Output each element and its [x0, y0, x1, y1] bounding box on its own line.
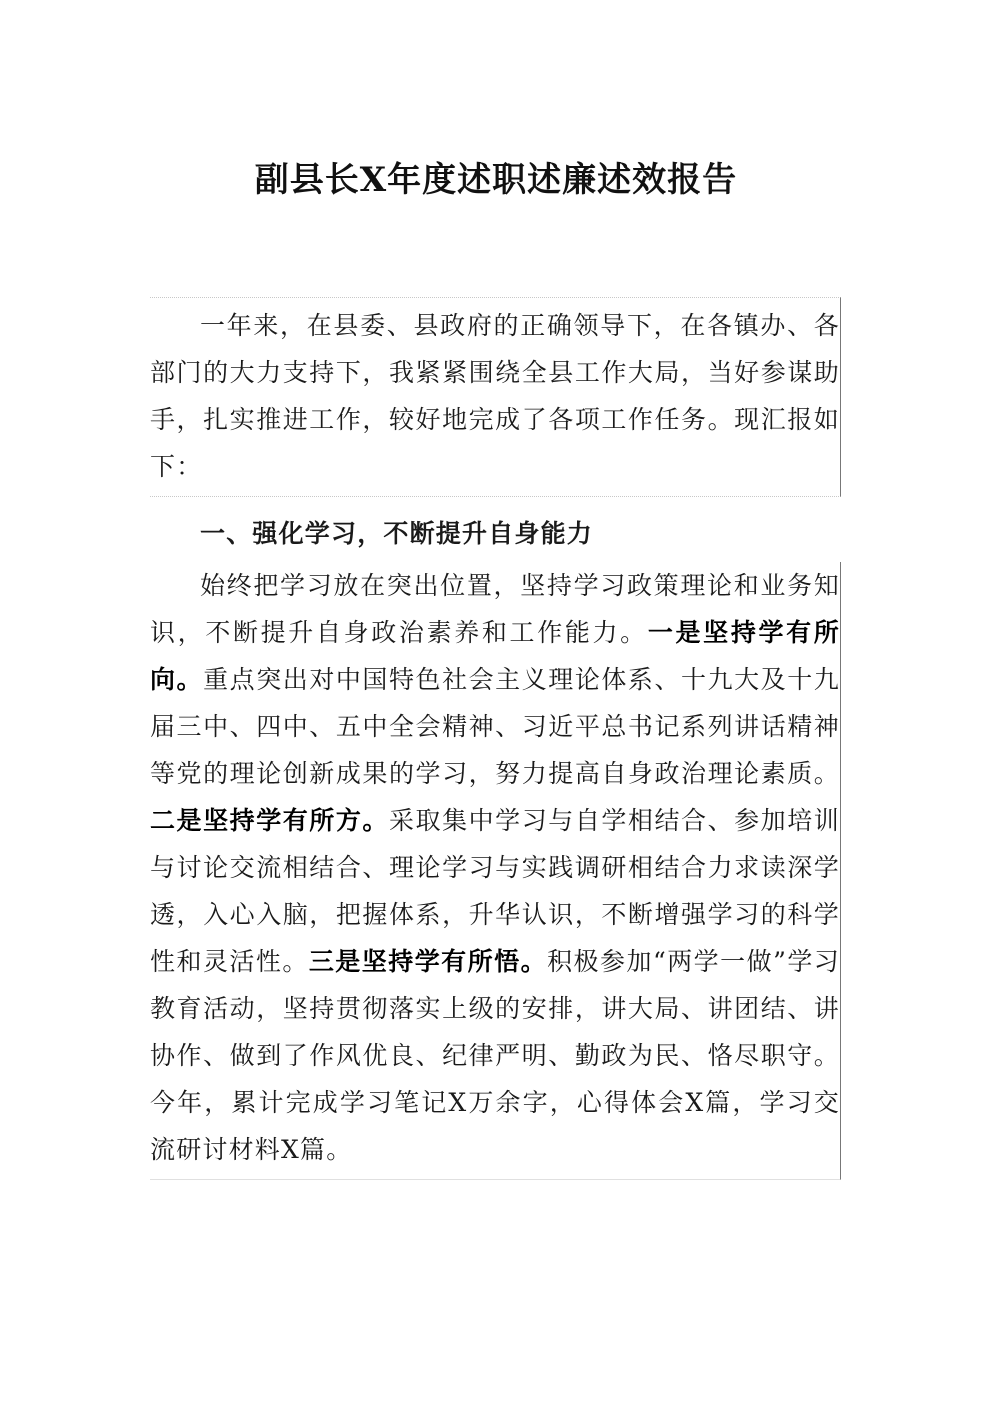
- lead-point-3: 三是坚持学有所悟。: [308, 947, 548, 976]
- intro-paragraph: 一年来，在县委、县政府的正确领导下，在各镇办、各部门的大力支持下，我紧紧围绕全县工作大局，当好参谋助手，扎实推进工作，较好地完成了各项工作任务。现汇报如下：: [150, 311, 840, 481]
- paragraph-opening: 始终把学习放在突出位置，坚持学习政策理论和业务知识，不断提升自身政治素养和工作能力。: [150, 571, 840, 647]
- lead-point-1: 一是坚持学有所向。: [150, 618, 840, 694]
- point-1-text: 重点突出对中国特色社会主义理论体系、十九大及十九届三中、四中、五中全会精神、习近平总书记系列讲话精神等党的理论创新成果的学习，努力提高自身政治理论素质。: [150, 665, 840, 788]
- intro-block: [150, 297, 841, 497]
- document-title: 副县长X年度述职述廉述效报告: [254, 160, 738, 200]
- point-2-text: 采取集中学习与自学相结合、参加培训与讨论交流相结合、理论学习与实践调研相结合力求读深学透，入心入脑，把握体系，升华认识，不断增强学习的科学性和灵活性。: [150, 806, 840, 976]
- section-paragraph: [150, 562, 840, 1173]
- point-3-text: 积极参加“两学一做”学习教育活动，坚持贯彻落实上级的安排，讲大局、讲团结、讲协作、做到了作风优良、纪律严明、勤政为民、恪尽职守。今年，累计完成学习笔记X万余字，心得体会X篇，学习交流研讨材料X篇。: [150, 947, 840, 1164]
- section-heading: 一、强化学习，不断提升自身能力: [200, 519, 594, 548]
- section-body: [150, 562, 841, 1180]
- lead-point-2: 二是坚持学有所方。: [150, 806, 389, 835]
